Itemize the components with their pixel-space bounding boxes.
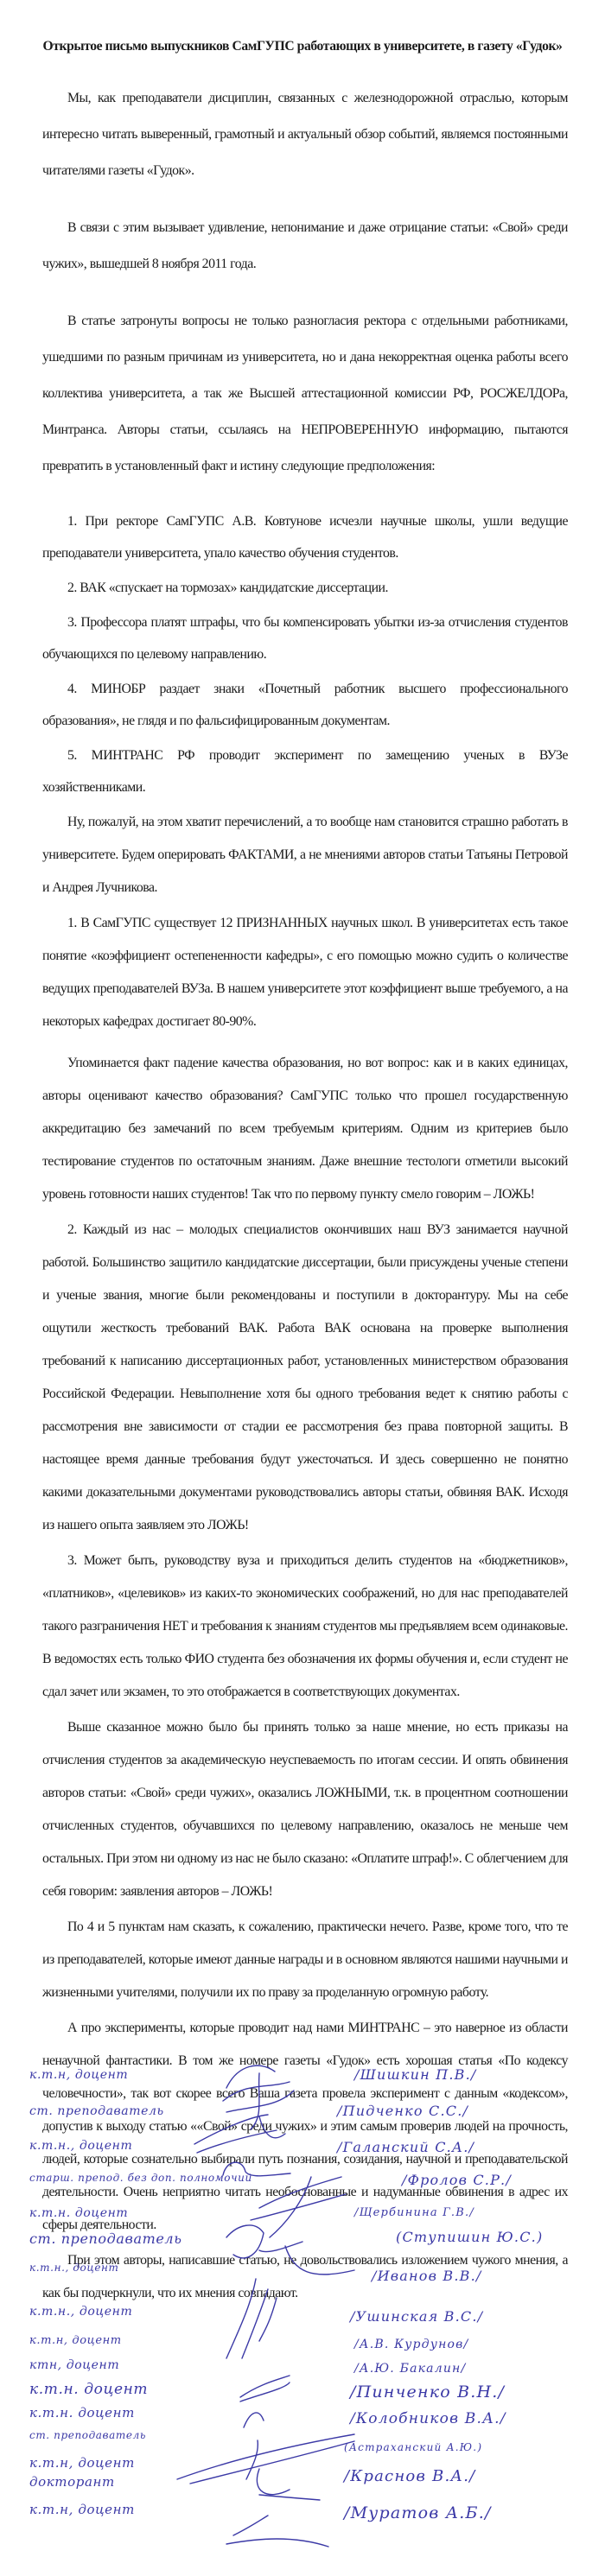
signatory-position: к.т.н, доцент <box>29 2502 135 2517</box>
signatory-name: /А.В. Курдунов/ <box>354 2338 469 2351</box>
signatory-position: к.т.н., доцент <box>29 2139 133 2153</box>
signatory-position: к.т.н, доцент докторант <box>29 2455 135 2490</box>
signature-mark-1 <box>223 2065 294 2129</box>
letter-body <box>42 80 568 2310</box>
signatory-position: к.т.н, доцент <box>29 2334 122 2347</box>
signatory-name: (Ступишин Ю.С.) <box>396 2229 544 2245</box>
signature-mark-7 <box>240 2376 290 2402</box>
signatory-name: /Колобников В.А./ <box>350 2410 506 2427</box>
paragraph-facts-intro: Ну, пожалуй, на этом хватит перечислений, а то вообще нам становится страшно работать в университете. Будем оперировать ФАКТАМИ, а не мнениями авторов статьи Татьяны Петровой и Андрея Лучникова. <box>42 815 568 895</box>
paragraph-mintrans-experiment: А про эксперименты, которые проводит над нами МИНТРАНС – это наверное из области ненаучной фантастики. В том же номере газеты «Гудок» есть хорошая статья «По кодексу человечности», так вот скорее всего Ваша газета провела эксперимент с данным «кодексом», допустив к выходу статью ««Свой» среди чужих» и этим самым проверив людей на прочность, людей, которые сознательно выбирали путь познания, созидания, научной и преподавательской деятельности. Очень неприятно читать необоснованные и надуманные обвинения в адрес их сферы деятельности. <box>42 2021 568 2232</box>
signatory-name: /Галанский С.А./ <box>337 2139 475 2155</box>
paragraph-expulsion-orders: Выше сказанное можно было бы принять только за наше мнение, но есть приказы на отчисления студентов за академическую неуспеваемость по итогам сессии. И опять обвинения авторов статьи: «Свой» среди чужих», оказались ЛОЖНЫМИ, т.к. в процентном соотношении отчисленных студентов, обучавшихся по целевому направлению, оказалось не меньше чем остальных. При этом ни одному из нас не было сказано: «Оплатите штраф!». С облегчением для себя говорим: заявления авторов – ЛОЖЬ! <box>42 1720 568 1899</box>
signatory-position: старш. препод. без доп. полномочий <box>29 2172 252 2184</box>
signatory-name: /Иванов В.В./ <box>372 2268 482 2284</box>
letter-title: Открытое письмо выпускников СамГУПС работающих в университете, в газету «Гудок» <box>42 39 563 54</box>
signature-mark-9 <box>177 2434 354 2500</box>
signatory-position: к.т.н. доцент <box>29 2206 129 2220</box>
fact-item-1: 1. В СамГУПС существует 12 ПРИЗНАННЫХ научных школ. В университетах есть такое понятие «коэффициент остепененности кафедры», с его помощью можно судить о количестве ведущих преподавателей ВУЗа. В нашем университете этот коэффициент выше требуемого, а на некоторых кафедрах достигает 80-90%. <box>42 916 568 1029</box>
signature-mark-5 <box>226 2225 354 2275</box>
signatory-name: (Астраханский А.Ю.) <box>344 2441 483 2453</box>
signatory-name: /Фролов С.Р./ <box>402 2172 512 2188</box>
signatory-position: ст. преподаватель <box>29 2230 182 2247</box>
paragraph-intro: Мы, как преподаватели дисциплин, связанных с железнодорожной отраслью, которым интересно читать выверенный, грамотный и актуальный обзор событий, являемся постоянными читателями газеты «Гудок». <box>42 91 568 178</box>
claim-item-5: 5. МИНТРАНС РФ проводит эксперимент по замещению ученых в ВУЗе хозяйственниками. <box>42 748 568 795</box>
paragraph-closing: При этом авторы, написавшие статью, не довольствовались изложением чужого мнения, а как бы подчеркнули, что их мнения совпадают. <box>42 2253 568 2300</box>
signature-mark-6 <box>226 2279 277 2358</box>
signatory-position: к.т.н., доцент <box>29 2305 133 2319</box>
paragraph-article-issues: В статье затронуты вопросы не только разногласия ректора с отдельными работниками, ушедшими по разным причинам из университета, но и дана некорректная оценка работы всего коллектива университета, а так же Высшей аттестационной комиссии РФ, РОСЖЕЛДОРа, Минтранса. Авторы статьи, ссылаясь на НЕПРОВЕРЕННУЮ информацию, пытаются превратить в установленный факт и истину следующие предположения: <box>42 314 568 473</box>
signatory-name: /Муратов А.Б./ <box>344 2503 492 2522</box>
signatory-position: ктн, доцент <box>29 2358 120 2372</box>
signature-mark-2 <box>194 2115 285 2153</box>
signature-mark-10 <box>226 2516 328 2547</box>
signatory-name: /Шишкин П.В./ <box>354 2066 477 2083</box>
signatory-name: /Ушинская В.С./ <box>350 2308 484 2325</box>
signatory-name: /Пидченко С.С./ <box>337 2103 469 2119</box>
signature-mark-8 <box>244 2413 264 2479</box>
signatory-position: ст. преподаватель <box>29 2104 164 2118</box>
fact-item-2: 2. Каждый из нас – молодых специалистов окончивших наш ВУЗ занимается научной работой. Большинство защитило кандидатские диссертации, были присуждены ученые степени и ученые звания, многие были рекомендованы и поступили в докторантуру. Мы на себе ощутили жесткость требований ВАК. Работа ВАК основана на проверке выполнения требований к написанию диссертационных работ, установленных министерством образования Российской Федерации. Невыполнение хотя бы одного требования ведет к снятию работы с рассмотрения вне зависимости от стадии ее рассмотрения без права повторной защиты. В настоящее время данные требования будут ужесточаться. И здесь совершенно не понятно какими доказательными документами руководствовались авторы статьи, обвиняя ВАК. Исходя из нашего опыта заявляем это ЛОЖЬ! <box>42 1222 568 1532</box>
claim-item-2: 2. ВАК «спускает на тормозах» кандидатские диссертации. <box>67 581 388 595</box>
signatory-name: /А.Ю. Бакалин/ <box>354 2362 467 2376</box>
signatory-position: к.т.н, доцент <box>29 2068 129 2082</box>
signatory-name: /Щербинина Г.В./ <box>354 2206 474 2219</box>
paragraph-education-quality: Упоминается факт падение качества образования, но вот вопрос: как и в каких единицах, авторы оценивают качество образования? СамГУПС только что прошел государственную аккредитацию без замечаний по всем требуемым критериям. Одним из критериев было тестирование студентов по остаточным знаниям. Даже внешние тестологи отметили высокий уровень готовности наших студентов! Так что по первому пункту смело говорим – ЛОЖЬ! <box>42 1056 568 1202</box>
signatory-name: /Краснов В.А./ <box>344 2467 476 2485</box>
signature-mark-4 <box>251 2177 346 2237</box>
fact-item-3: 3. Может быть, руководству вуза и приходиться делить студентов на «бюджетников», «платников», «целевиков» из каких-то экономических соображений, но для нас преподавателей такого разграничения НЕТ и требования к знаниям студентов мы предъявляем всем одинаковые. В ведомостях есть только ФИО студента без обозначения их формы обучения и, если студент не сдал зачет или экзамен, то это отображается в соответствующих документах. <box>42 1553 568 1699</box>
signatory-name: /Пинченко В.Н./ <box>350 2382 506 2402</box>
signatory-position: к.т.н., доцент <box>29 2262 119 2274</box>
paragraph-items-4-5: По 4 и 5 пунктам нам сказать, к сожалению, практически нечего. Разве, кроме того, что те из преподавателей, которые имеют данные награды и в основном являются нашими научными и жизненными учителями, получили их по праву за проделанную огромную работу. <box>42 1919 568 2000</box>
claim-item-1: 1. При ректоре СамГУПС А.В. Ковтунове исчезли научные школы, ушли ведущие преподаватели университета, упало качество обучения студентов. <box>42 514 568 561</box>
claim-item-3: 3. Профессора платят штрафы, что бы компенсировать убытки из-за отчисления студентов обучающихся по целевому направлению. <box>42 615 568 662</box>
signatory-position: к.т.н. доцент <box>29 2381 149 2398</box>
signatory-position: ст. преподаватель <box>29 2429 146 2441</box>
paragraph-article-reference: В связи с этим вызывает удивление, непонимание и даже отрицание статьи: «Свой» среди чужих», вышедшей 8 ноября 2011 года. <box>42 220 568 271</box>
signatory-position: к.т.н. доцент <box>29 2405 135 2421</box>
claim-item-4: 4. МИНОБР раздает знаки «Почетный работник высшего профессионального образования», не глядя и по фальсифицированным документам. <box>42 682 568 728</box>
